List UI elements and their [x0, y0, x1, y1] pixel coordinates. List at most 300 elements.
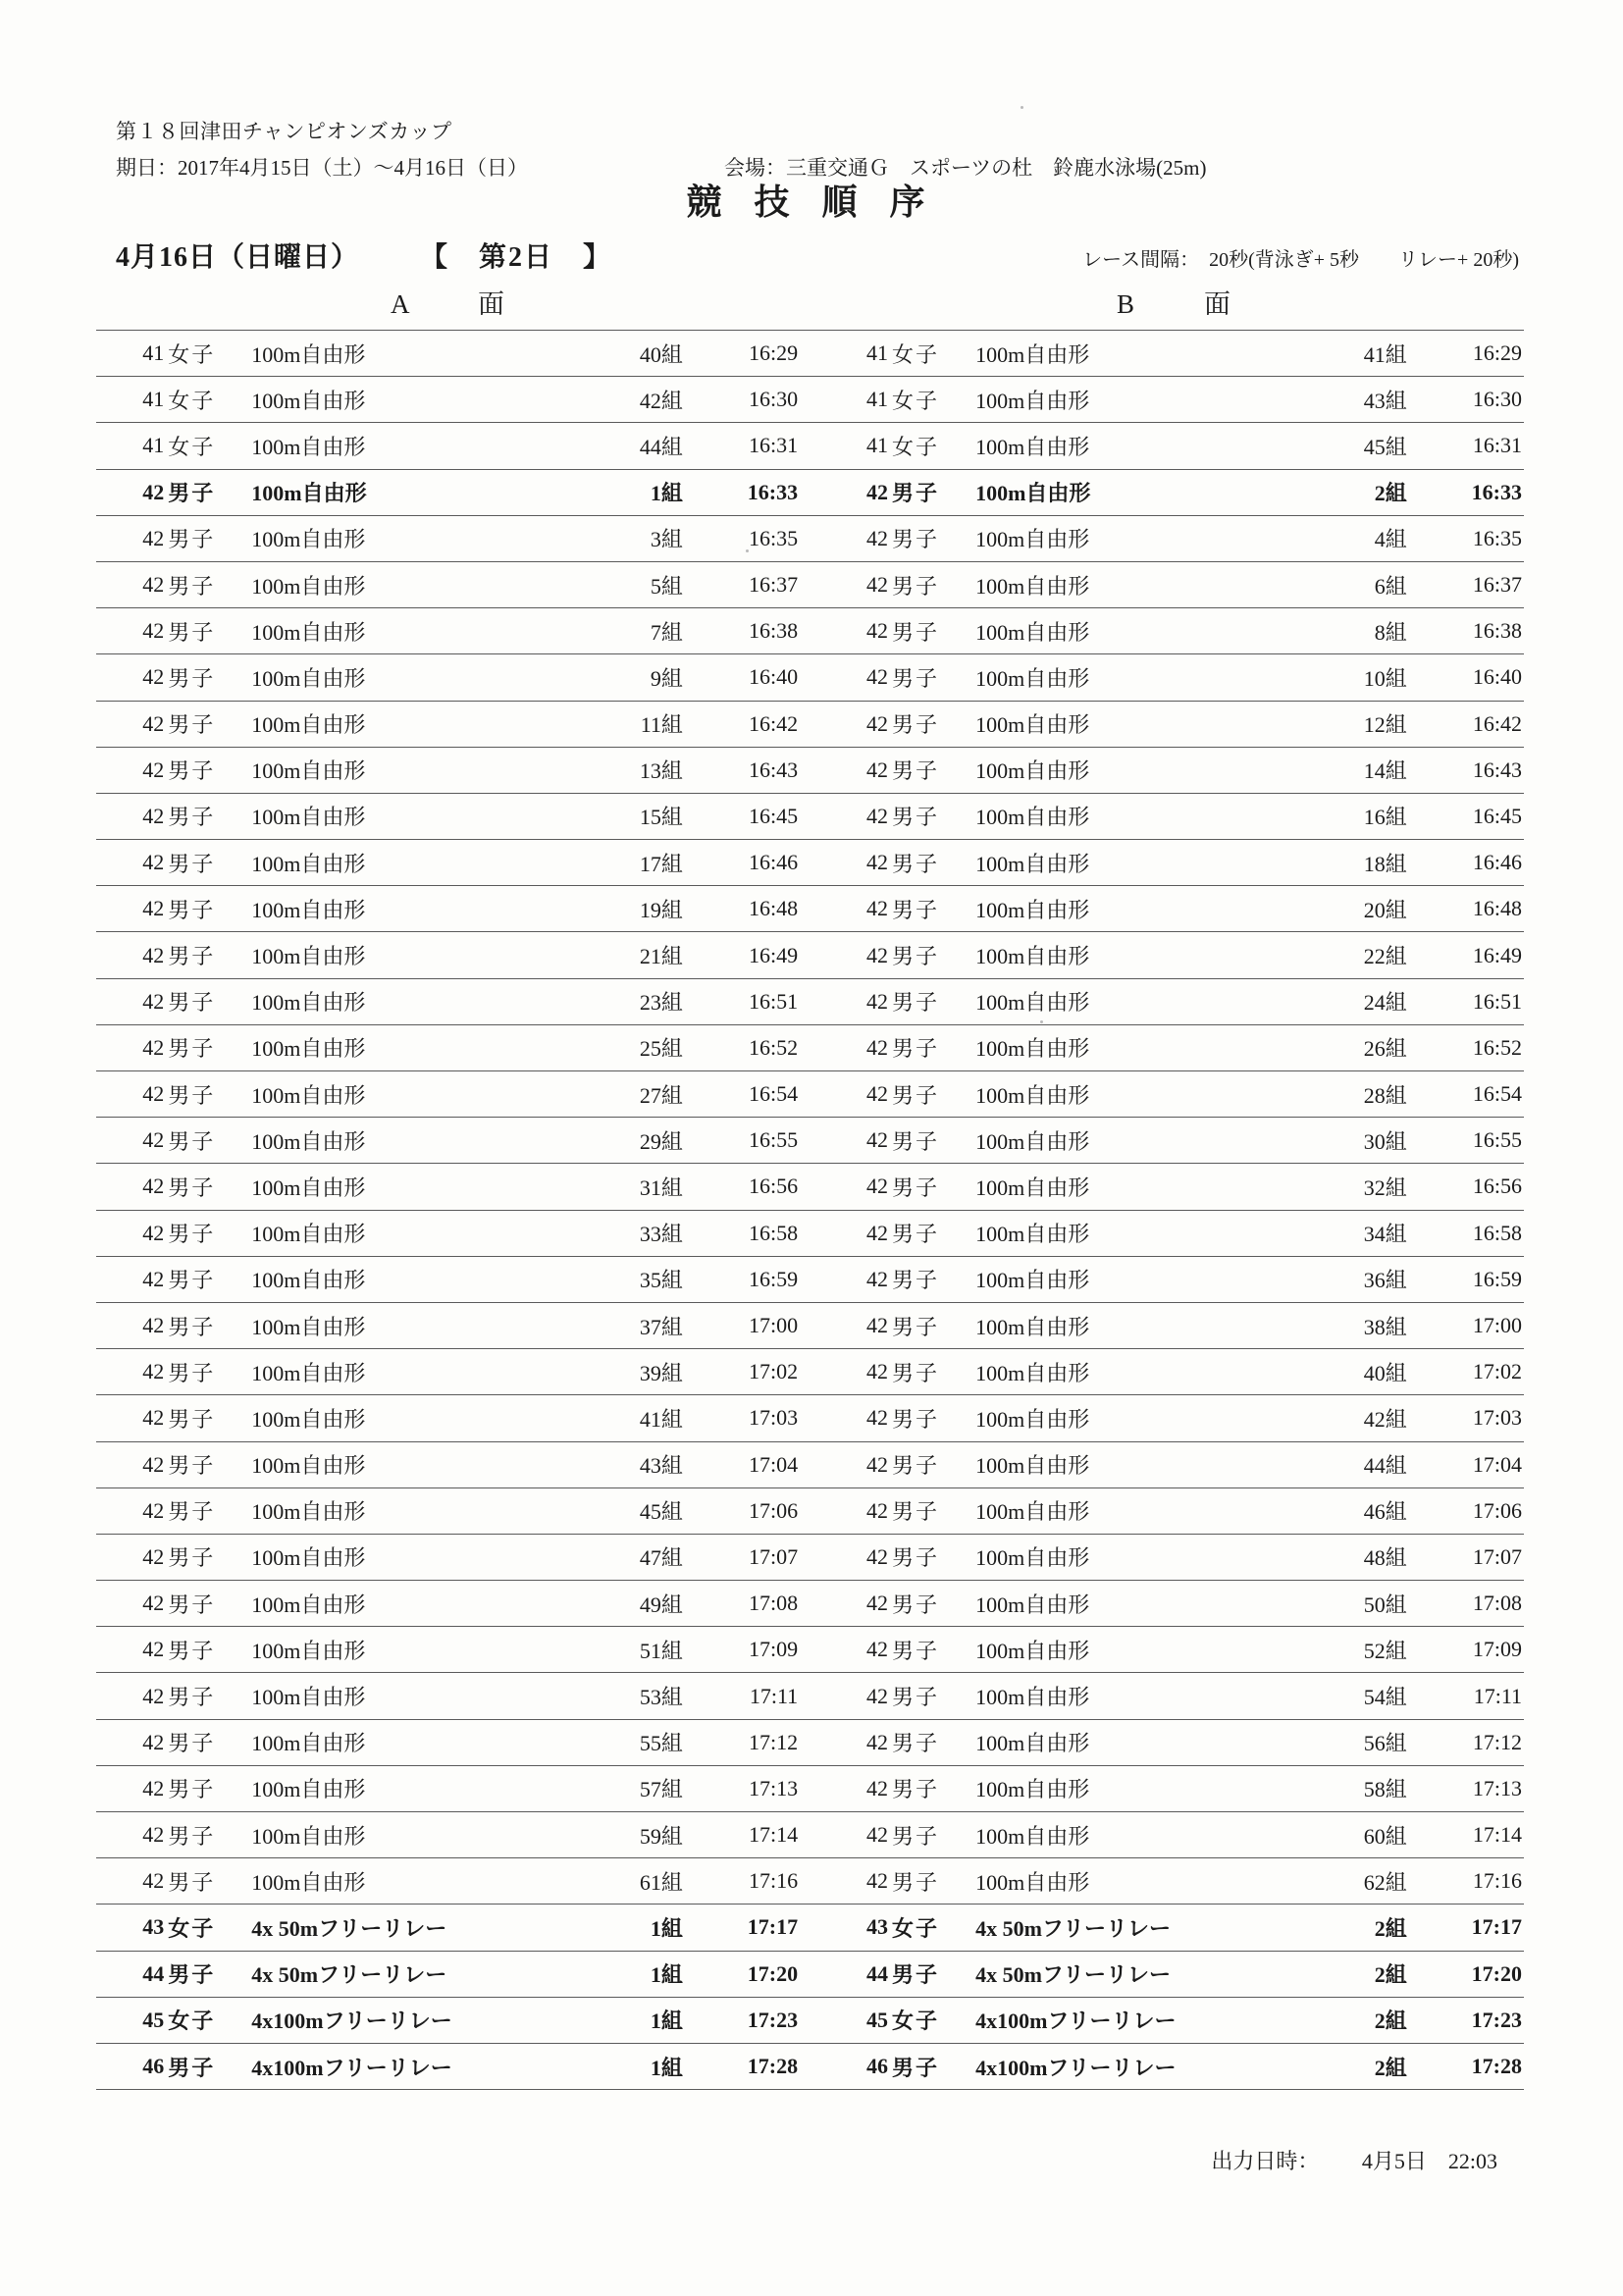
- heat-a: 53組: [577, 1673, 685, 1719]
- heat-b: 38組: [1300, 1302, 1408, 1348]
- column-gap: [800, 654, 820, 701]
- event-number-a: 42: [96, 1441, 166, 1487]
- heat-b: 40組: [1300, 1349, 1408, 1395]
- gender-a: 男子: [166, 1534, 249, 1580]
- start-time-b: 16:54: [1409, 1071, 1524, 1118]
- heat-a: 17組: [577, 840, 685, 886]
- event-name-a: 100m自由形: [249, 469, 576, 515]
- heat-b: 6組: [1300, 561, 1408, 607]
- start-time-a: 17:16: [685, 1858, 800, 1905]
- start-time-a: 16:45: [685, 793, 800, 839]
- event-name-a: 100m自由形: [249, 1627, 576, 1673]
- column-gap: [800, 701, 820, 747]
- gender-a: 女子: [166, 1997, 249, 2043]
- event-name-a: 100m自由形: [249, 701, 576, 747]
- start-time-b: 16:30: [1409, 377, 1524, 423]
- start-time-b: 16:48: [1409, 886, 1524, 932]
- event-number-a: 42: [96, 654, 166, 701]
- event-number-a: 41: [96, 423, 166, 469]
- event-number-a: 42: [96, 1024, 166, 1070]
- event-number-a: 42: [96, 1302, 166, 1348]
- start-time-b: 17:07: [1409, 1534, 1524, 1580]
- event-number-a: 42: [96, 1673, 166, 1719]
- column-gap: [800, 1858, 820, 1905]
- heat-a: 1組: [577, 1951, 685, 1997]
- table-row: [96, 423, 1524, 469]
- event-name-a: 100m自由形: [249, 1673, 576, 1719]
- start-time-b: 17:09: [1409, 1627, 1524, 1673]
- start-time-a: 16:54: [685, 1071, 800, 1118]
- start-time-b: 17:28: [1409, 2043, 1524, 2089]
- start-time-b: 16:40: [1409, 654, 1524, 701]
- table-row: [96, 1765, 1524, 1811]
- column-gap: [800, 515, 820, 561]
- table-row: [96, 1581, 1524, 1627]
- event-name-b: 100m自由形: [973, 654, 1300, 701]
- event-name-a: 4x 50mフリーリレー: [249, 1951, 576, 1997]
- event-name-b: 100m自由形: [973, 840, 1300, 886]
- heat-a: 37組: [577, 1302, 685, 1348]
- column-gap: [800, 932, 820, 978]
- start-time-a: 16:33: [685, 469, 800, 515]
- event-name-b: 100m自由形: [973, 1858, 1300, 1905]
- heat-a: 61組: [577, 1858, 685, 1905]
- event-name-b: 100m自由形: [973, 1534, 1300, 1580]
- event-name-a: 4x100mフリーリレー: [249, 1997, 576, 2043]
- gender-b: 男子: [890, 793, 973, 839]
- column-gap: [800, 840, 820, 886]
- event-number-b: 42: [820, 978, 890, 1024]
- table-row: [96, 1627, 1524, 1673]
- table-row: [96, 1164, 1524, 1210]
- event-number-b: 43: [820, 1905, 890, 1951]
- event-name-a: 100m自由形: [249, 423, 576, 469]
- heat-b: 2組: [1300, 1951, 1408, 1997]
- gender-b: 男子: [890, 515, 973, 561]
- gender-b: 男子: [890, 978, 973, 1024]
- gender-b: 男子: [890, 2043, 973, 2089]
- start-time-a: 16:30: [685, 377, 800, 423]
- event-name-b: 100m自由形: [973, 978, 1300, 1024]
- heat-a: 35組: [577, 1256, 685, 1302]
- event-number-a: 42: [96, 1534, 166, 1580]
- start-time-a: 17:08: [685, 1581, 800, 1627]
- gender-b: 男子: [890, 1765, 973, 1811]
- table-row: [96, 1210, 1524, 1256]
- gender-b: 男子: [890, 1349, 973, 1395]
- table-row: [96, 1487, 1524, 1534]
- column-gap: [800, 1302, 820, 1348]
- column-gap: [800, 1673, 820, 1719]
- event-name-a: 100m自由形: [249, 1719, 576, 1765]
- event-name-b: 4x 50mフリーリレー: [973, 1905, 1300, 1951]
- start-time-b: 16:43: [1409, 747, 1524, 793]
- column-gap: [800, 1581, 820, 1627]
- event-name-b: 100m自由形: [973, 1441, 1300, 1487]
- event-number-a: 42: [96, 608, 166, 654]
- table-row: [96, 331, 1524, 377]
- event-number-a: 42: [96, 978, 166, 1024]
- heat-b: 42組: [1300, 1395, 1408, 1441]
- table-row: [96, 608, 1524, 654]
- event-number-b: 42: [820, 561, 890, 607]
- start-time-a: 17:14: [685, 1812, 800, 1858]
- table-row: [96, 1256, 1524, 1302]
- event-number-a: 42: [96, 1210, 166, 1256]
- event-number-b: 42: [820, 1118, 890, 1164]
- event-number-b: 41: [820, 331, 890, 377]
- column-gap: [800, 1395, 820, 1441]
- event-number-a: 42: [96, 1858, 166, 1905]
- heat-b: 2組: [1300, 1905, 1408, 1951]
- meet-venue: 会場：三重交通Ｇ スポーツの杜 鈴鹿水泳場(25m): [724, 156, 1207, 180]
- table-row: [96, 1905, 1524, 1951]
- heat-a: 31組: [577, 1164, 685, 1210]
- heat-b: 46組: [1300, 1487, 1408, 1534]
- table-row: [96, 1951, 1524, 1997]
- start-time-b: 16:59: [1409, 1256, 1524, 1302]
- start-time-b: 17:04: [1409, 1441, 1524, 1487]
- heat-b: 50組: [1300, 1581, 1408, 1627]
- table-row: [96, 1024, 1524, 1070]
- column-gap: [800, 1534, 820, 1580]
- heat-b: 26組: [1300, 1024, 1408, 1070]
- gender-a: 男子: [166, 1627, 249, 1673]
- event-number-b: 41: [820, 423, 890, 469]
- start-time-a: 16:31: [685, 423, 800, 469]
- table-row: [96, 1673, 1524, 1719]
- event-number-a: 42: [96, 747, 166, 793]
- heat-b: 34組: [1300, 1210, 1408, 1256]
- event-name-b: 4x 50mフリーリレー: [973, 1951, 1300, 1997]
- gender-a: 男子: [166, 1071, 249, 1118]
- pool-side-headers: [116, 283, 1519, 322]
- gender-b: 男子: [890, 1858, 973, 1905]
- start-time-b: 17:17: [1409, 1905, 1524, 1951]
- start-time-a: 16:40: [685, 654, 800, 701]
- column-gap: [800, 608, 820, 654]
- event-number-b: 42: [820, 932, 890, 978]
- heat-a: 41組: [577, 1395, 685, 1441]
- start-time-b: 16:46: [1409, 840, 1524, 886]
- gender-a: 男子: [166, 515, 249, 561]
- column-gap: [800, 747, 820, 793]
- start-time-a: 16:59: [685, 1256, 800, 1302]
- heat-a: 40組: [577, 331, 685, 377]
- event-name-a: 100m自由形: [249, 840, 576, 886]
- event-name-b: 100m自由形: [973, 561, 1300, 607]
- heat-b: 4組: [1300, 515, 1408, 561]
- start-time-a: 16:48: [685, 886, 800, 932]
- column-gap: [800, 1997, 820, 2043]
- event-name-a: 100m自由形: [249, 608, 576, 654]
- event-number-b: 42: [820, 515, 890, 561]
- start-time-a: 16:35: [685, 515, 800, 561]
- gender-b: 男子: [890, 1581, 973, 1627]
- event-name-b: 100m自由形: [973, 1118, 1300, 1164]
- column-gap: [800, 1164, 820, 1210]
- column-gap: [800, 1812, 820, 1858]
- event-name-b: 100m自由形: [973, 932, 1300, 978]
- start-time-a: 17:02: [685, 1349, 800, 1395]
- table-row: [96, 1349, 1524, 1395]
- heat-b: 56組: [1300, 1719, 1408, 1765]
- heat-a: 23組: [577, 978, 685, 1024]
- table-row: [96, 793, 1524, 839]
- gender-a: 男子: [166, 1719, 249, 1765]
- event-number-b: 42: [820, 1487, 890, 1534]
- event-number-a: 42: [96, 1118, 166, 1164]
- gender-b: 男子: [890, 701, 973, 747]
- column-gap: [800, 1441, 820, 1487]
- event-number-b: 42: [820, 1673, 890, 1719]
- table-row: [96, 1118, 1524, 1164]
- gender-a: 男子: [166, 701, 249, 747]
- event-name-a: 100m自由形: [249, 886, 576, 932]
- schedule-table: [96, 330, 1524, 2090]
- heat-a: 11組: [577, 701, 685, 747]
- event-name-b: 100m自由形: [973, 423, 1300, 469]
- gender-b: 男子: [890, 840, 973, 886]
- column-gap: [800, 978, 820, 1024]
- start-time-b: 17:03: [1409, 1395, 1524, 1441]
- start-time-a: 17:03: [685, 1395, 800, 1441]
- heat-b: 22組: [1300, 932, 1408, 978]
- event-name-b: 100m自由形: [973, 377, 1300, 423]
- table-row: [96, 1302, 1524, 1348]
- gender-b: 男子: [890, 1302, 973, 1348]
- event-number-b: 42: [820, 1395, 890, 1441]
- start-time-a: 17:04: [685, 1441, 800, 1487]
- event-name-b: 100m自由形: [973, 793, 1300, 839]
- heat-a: 1組: [577, 1997, 685, 2043]
- table-row: [96, 932, 1524, 978]
- gender-a: 男子: [166, 1441, 249, 1487]
- event-name-b: 100m自由形: [973, 1395, 1300, 1441]
- start-time-b: 17:12: [1409, 1719, 1524, 1765]
- gender-a: 男子: [166, 1673, 249, 1719]
- heat-a: 7組: [577, 608, 685, 654]
- gender-a: 男子: [166, 932, 249, 978]
- heat-a: 51組: [577, 1627, 685, 1673]
- event-number-b: 42: [820, 840, 890, 886]
- gender-a: 男子: [166, 1858, 249, 1905]
- event-number-b: 42: [820, 1071, 890, 1118]
- start-time-a: 16:55: [685, 1118, 800, 1164]
- column-gap: [800, 1024, 820, 1070]
- event-number-b: 41: [820, 377, 890, 423]
- heat-a: 47組: [577, 1534, 685, 1580]
- event-number-a: 42: [96, 1256, 166, 1302]
- column-gap: [800, 1905, 820, 1951]
- heat-a: 1組: [577, 1905, 685, 1951]
- start-time-b: 16:31: [1409, 423, 1524, 469]
- heat-a: 42組: [577, 377, 685, 423]
- start-time-a: 17:09: [685, 1627, 800, 1673]
- start-time-b: 16:29: [1409, 331, 1524, 377]
- start-time-a: 16:43: [685, 747, 800, 793]
- day-date-label: 4月16日（日曜日）: [116, 242, 360, 273]
- column-gap: [800, 1071, 820, 1118]
- start-time-b: 17:11: [1409, 1673, 1524, 1719]
- event-name-b: 100m自由形: [973, 1210, 1300, 1256]
- start-time-a: 16:42: [685, 701, 800, 747]
- column-gap: [800, 469, 820, 515]
- column-gap: [800, 1951, 820, 1997]
- heat-b: 2組: [1300, 2043, 1408, 2089]
- gender-b: 男子: [890, 747, 973, 793]
- start-time-b: 17:20: [1409, 1951, 1524, 1997]
- side-b-header: B 面: [1117, 289, 1253, 319]
- start-time-b: 16:52: [1409, 1024, 1524, 1070]
- event-number-a: 42: [96, 1395, 166, 1441]
- table-row: [96, 1395, 1524, 1441]
- event-number-a: 41: [96, 331, 166, 377]
- column-gap: [800, 886, 820, 932]
- event-name-a: 100m自由形: [249, 1534, 576, 1580]
- heat-b: 12組: [1300, 701, 1408, 747]
- event-name-b: 100m自由形: [973, 1487, 1300, 1534]
- start-time-a: 16:46: [685, 840, 800, 886]
- heat-b: 24組: [1300, 978, 1408, 1024]
- heat-b: 45組: [1300, 423, 1408, 469]
- event-name-b: 100m自由形: [973, 515, 1300, 561]
- event-name-a: 100m自由形: [249, 1395, 576, 1441]
- gender-b: 男子: [890, 1719, 973, 1765]
- gender-b: 女子: [890, 423, 973, 469]
- column-gap: [800, 1256, 820, 1302]
- event-number-a: 42: [96, 701, 166, 747]
- start-time-b: 17:02: [1409, 1349, 1524, 1395]
- heat-a: 33組: [577, 1210, 685, 1256]
- gender-a: 女子: [166, 423, 249, 469]
- event-number-b: 42: [820, 1765, 890, 1811]
- column-gap: [800, 793, 820, 839]
- meet-title: 第１８回津田チャンピオンズカップ: [116, 120, 452, 143]
- gender-b: 男子: [890, 654, 973, 701]
- day-header-row: [116, 235, 1519, 275]
- event-number-b: 42: [820, 608, 890, 654]
- gender-a: 男子: [166, 2043, 249, 2089]
- event-number-b: 42: [820, 701, 890, 747]
- heat-a: 21組: [577, 932, 685, 978]
- start-time-a: 16:29: [685, 331, 800, 377]
- gender-a: 男子: [166, 654, 249, 701]
- heat-a: 3組: [577, 515, 685, 561]
- print-timestamp: [1211, 2145, 1497, 2175]
- event-number-a: 42: [96, 1071, 166, 1118]
- column-gap: [800, 1349, 820, 1395]
- event-number-b: 42: [820, 1719, 890, 1765]
- event-name-b: 4x100mフリーリレー: [973, 1997, 1300, 2043]
- start-time-a: 17:20: [685, 1951, 800, 1997]
- gender-b: 男子: [890, 1164, 973, 1210]
- heat-b: 48組: [1300, 1534, 1408, 1580]
- print-timestamp-label: 出力日時：: [1211, 2149, 1320, 2173]
- gender-b: 男子: [890, 1951, 973, 1997]
- gender-b: 男子: [890, 1071, 973, 1118]
- event-number-b: 42: [820, 1210, 890, 1256]
- gender-b: 男子: [890, 1627, 973, 1673]
- column-gap: [800, 1118, 820, 1164]
- meet-dates: 期日：2017年4月15日（土）～4月16日（日）: [116, 156, 528, 180]
- table-row: [96, 1997, 1524, 2043]
- event-name-b: 100m自由形: [973, 1164, 1300, 1210]
- gender-a: 女子: [166, 331, 249, 377]
- start-time-b: 17:13: [1409, 1765, 1524, 1811]
- gender-a: 男子: [166, 1302, 249, 1348]
- heat-a: 9組: [577, 654, 685, 701]
- heat-b: 54組: [1300, 1673, 1408, 1719]
- gender-a: 男子: [166, 1210, 249, 1256]
- start-time-b: 16:45: [1409, 793, 1524, 839]
- event-name-a: 100m自由形: [249, 1487, 576, 1534]
- table-row: [96, 840, 1524, 886]
- heat-b: 52組: [1300, 1627, 1408, 1673]
- heat-b: 14組: [1300, 747, 1408, 793]
- event-name-a: 4x 50mフリーリレー: [249, 1905, 576, 1951]
- table-row: [96, 1441, 1524, 1487]
- event-number-a: 42: [96, 1627, 166, 1673]
- event-name-b: 100m自由形: [973, 331, 1300, 377]
- gender-a: 男子: [166, 1395, 249, 1441]
- document-header: [116, 116, 1519, 182]
- heat-b: 20組: [1300, 886, 1408, 932]
- gender-a: 男子: [166, 561, 249, 607]
- gender-a: 男子: [166, 1812, 249, 1858]
- page-title: 競 技 順 序: [686, 183, 937, 222]
- heat-a: 1組: [577, 469, 685, 515]
- start-time-a: 16:49: [685, 932, 800, 978]
- event-number-b: 42: [820, 654, 890, 701]
- heat-a: 57組: [577, 1765, 685, 1811]
- column-gap: [800, 2043, 820, 2089]
- table-row: [96, 747, 1524, 793]
- event-number-b: 42: [820, 1302, 890, 1348]
- event-number-a: 42: [96, 932, 166, 978]
- start-time-b: 16:49: [1409, 932, 1524, 978]
- start-time-b: 16:35: [1409, 515, 1524, 561]
- event-number-b: 42: [820, 1256, 890, 1302]
- event-name-b: 100m自由形: [973, 1719, 1300, 1765]
- event-number-b: 42: [820, 1024, 890, 1070]
- event-name-b: 100m自由形: [973, 1581, 1300, 1627]
- gender-a: 男子: [166, 886, 249, 932]
- gender-a: 男子: [166, 840, 249, 886]
- event-name-a: 100m自由形: [249, 747, 576, 793]
- gender-a: 男子: [166, 469, 249, 515]
- start-time-b: 16:33: [1409, 469, 1524, 515]
- race-interval-note: レース間隔： 20秒(背泳ぎ+ 5秒 リレー+ 20秒): [1082, 249, 1519, 271]
- event-name-a: 100m自由形: [249, 793, 576, 839]
- event-number-b: 42: [820, 886, 890, 932]
- event-number-b: 42: [820, 747, 890, 793]
- gender-a: 男子: [166, 1349, 249, 1395]
- event-name-a: 100m自由形: [249, 1164, 576, 1210]
- gender-b: 男子: [890, 1534, 973, 1580]
- gender-b: 男子: [890, 1118, 973, 1164]
- event-name-a: 100m自由形: [249, 1765, 576, 1811]
- side-a-header: A 面: [391, 289, 527, 319]
- gender-b: 男子: [890, 932, 973, 978]
- event-number-a: 42: [96, 886, 166, 932]
- gender-a: 男子: [166, 1256, 249, 1302]
- heat-b: 58組: [1300, 1765, 1408, 1811]
- gender-b: 男子: [890, 1210, 973, 1256]
- heat-a: 25組: [577, 1024, 685, 1070]
- heat-b: 30組: [1300, 1118, 1408, 1164]
- gender-b: 男子: [890, 608, 973, 654]
